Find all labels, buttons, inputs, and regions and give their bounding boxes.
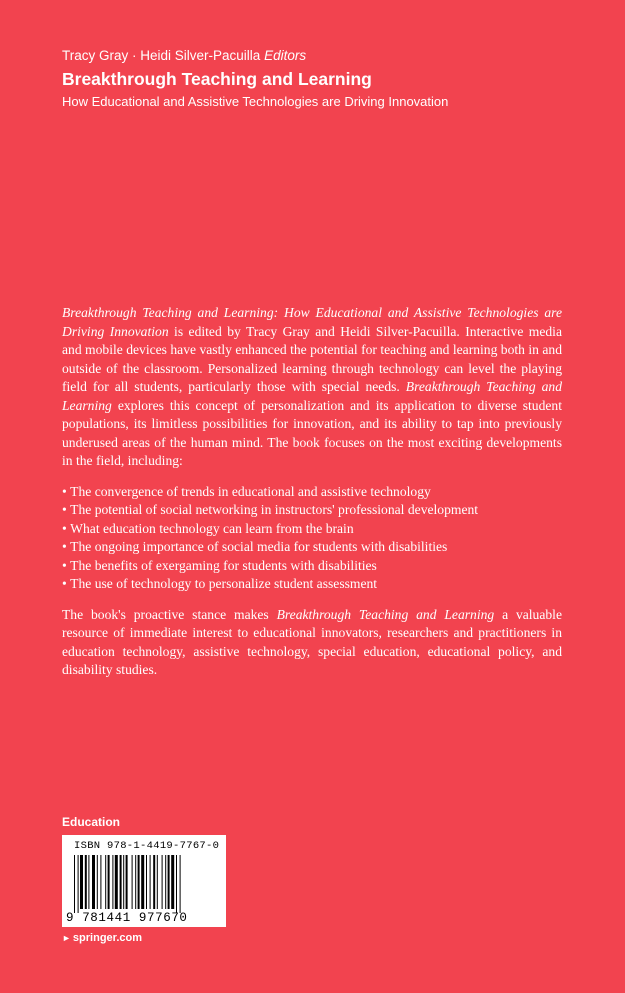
blurb-title-italic: Breakthrough Teaching and Learning	[62, 379, 563, 413]
book-subtitle: How Educational and Assistive Technologies are Driving Innovation	[62, 94, 449, 109]
subject-category: Education	[62, 815, 121, 829]
blurb-paragraph-1	[62, 304, 562, 471]
arrow-icon: ►	[62, 933, 71, 943]
editors-line	[62, 47, 602, 64]
publisher-url-text: springer.com	[72, 932, 142, 944]
list-item: • The benefits of exergaming for students with disabilities	[62, 557, 562, 576]
blurb-title-italic: Breakthrough Teaching and Learning	[276, 606, 495, 622]
blurb-paragraph-2	[62, 606, 562, 680]
list-item: • What education technology can learn from the brain	[62, 520, 562, 539]
blurb-title-italic: Breakthrough Teaching and Learning: How Educational and Assistive Technologies are Driving Innovation	[62, 305, 562, 339]
barcode-number: 9 781441 977670	[66, 911, 188, 925]
list-item: • The potential of social networking in instructors' professional development	[62, 501, 562, 520]
isbn-barcode	[62, 835, 226, 927]
publisher-url[interactable]	[62, 932, 142, 944]
cover-header	[62, 47, 602, 110]
back-cover-blurb	[62, 304, 562, 680]
topics-list	[62, 483, 562, 594]
editors-role: Editors	[264, 48, 307, 63]
blurb-text: explores this concept of personalization and its application to diverse student populations, its limitless possibilities for innovation, and its ability to tap into previously underused areas of the human mind. The book focuses on the most exciting developments in the field, including:	[62, 397, 562, 468]
list-item: • The use of technology to personalize student assessment	[62, 575, 562, 594]
list-item: • The convergence of trends in educational and assistive technology	[62, 483, 562, 502]
book-title: Breakthrough Teaching and Learning	[62, 69, 372, 89]
blurb-text: is edited by Tracy Gray and Heidi Silver-Pacuilla. Interactive media and mobile devices have vastly enhanced the potential for teaching and learning both in and outside of the classroom. Personalized learning through technology can level the playing field for all students, particularly those with special needs.	[62, 323, 562, 394]
isbn-label: ISBN 978-1-4419-7767-0	[74, 840, 220, 852]
editors-names: Tracy Gray · Heidi Silver-Pacuilla	[62, 48, 261, 63]
blurb-text: a valuable resource of immediate interest to educational innovators, researchers and practitioners in education technology, assistive technology, special education, educational policy, and disability studies.	[62, 606, 562, 677]
list-item: • The ongoing importance of social media for students with disabilities	[62, 538, 562, 557]
blurb-text: The book's proactive stance makes	[62, 606, 277, 622]
